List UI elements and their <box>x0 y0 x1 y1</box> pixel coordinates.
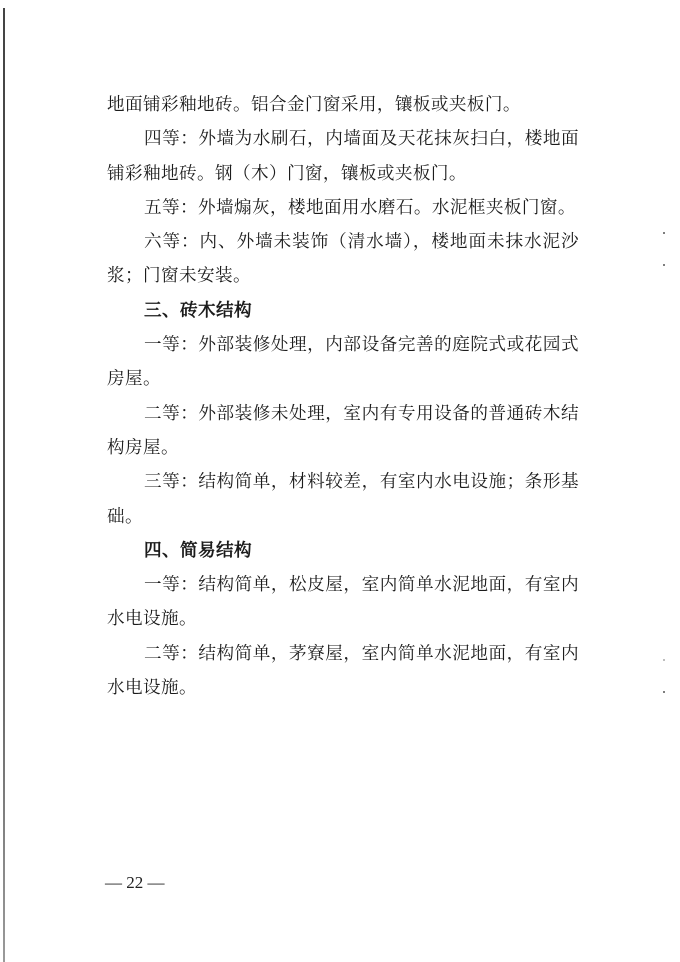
paragraph-brick-wood-grade-2: 二等：外部装修未处理，室内有专用设备的普通砖木结构房屋。 <box>107 403 579 458</box>
scan-speck <box>663 232 665 234</box>
scan-speck <box>663 659 665 661</box>
paragraph-floor-tiles-continuation: 地面铺彩釉地砖。铝合金门窗采用，镶板或夹板门。 <box>107 95 521 115</box>
paragraph-simple-grade-1: 一等：结构简单，松皮屋，室内简单水泥地面，有室内水电设施。 <box>107 575 579 630</box>
scan-edge-line <box>3 8 5 962</box>
paragraph-grade-4: 四等：外墙为水刷石，内墙面及天花抹灰扫白，楼地面铺彩釉地砖。钢（木）门窗，镶板或夹板门。 <box>107 129 579 184</box>
paragraph-simple-grade-2: 二等：结构简单，茅寮屋，室内简单水泥地面，有室内水电设施。 <box>107 643 579 699</box>
page-number: — 22 — <box>105 873 165 892</box>
scan-speck <box>663 691 665 693</box>
scan-speck <box>663 264 665 266</box>
paragraph-brick-wood-grade-1: 一等：外部装修处理，内部设备完善的庭院式或花园式房屋。 <box>107 335 579 390</box>
document-body <box>107 88 579 705</box>
paragraph-grade-5: 五等：外墙煽灰，楼地面用水磨石。水泥框夹板门窗。 <box>144 197 576 218</box>
section-heading-brick-wood: 三、砖木结构 <box>144 300 252 321</box>
section-heading-simple-structure: 四、简易结构 <box>144 540 252 561</box>
paragraph-brick-wood-grade-3: 三等：结构简单，材料较差，有室内水电设施；条形基础。 <box>107 472 579 527</box>
paragraph-grade-6: 六等：内、外墙未装饰（清水墙），楼地面未抹水泥沙浆；门窗未安装。 <box>107 232 579 287</box>
